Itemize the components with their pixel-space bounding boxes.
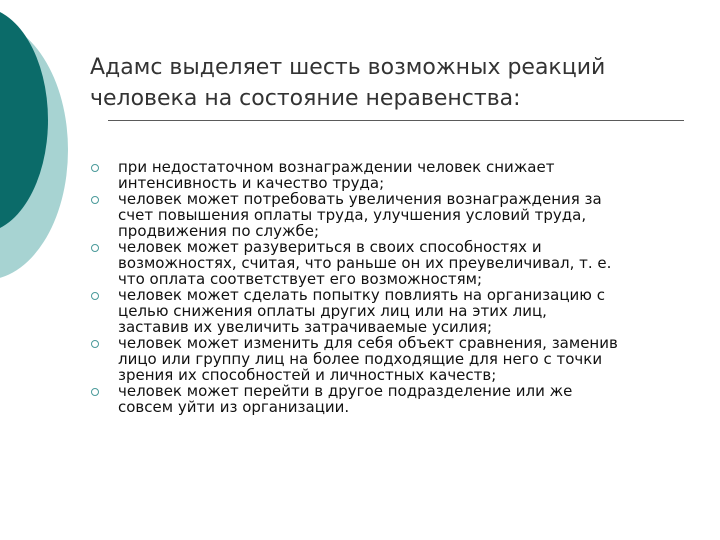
bullet-line: человек может сделать попытку повлиять на организацию с xyxy=(118,286,605,304)
bullet-list xyxy=(90,159,690,415)
hollow-circle-bullet-icon xyxy=(91,244,99,252)
bullet-item xyxy=(90,335,690,383)
bullet-text xyxy=(118,287,690,335)
hollow-circle-bullet-icon xyxy=(91,388,99,396)
bullet-item xyxy=(90,239,690,287)
bullet-item xyxy=(90,383,690,415)
bullet-line: человек может перейти в другое подразделение или же xyxy=(118,382,573,400)
bullet-line: совсем уйти из организации. xyxy=(118,398,350,416)
hollow-circle-bullet-icon xyxy=(91,164,99,172)
bullet-line: зрения их способностей и личностных качеств; xyxy=(118,366,497,384)
bullet-line: человек может разувериться в своих способностях и xyxy=(118,238,542,256)
bullet-line: возможностях, считая, что раньше он их преувеличивал, т. е. xyxy=(118,254,612,272)
bullet-line: что оплата соответствует его возможностям; xyxy=(118,270,483,288)
bullet-text xyxy=(118,335,690,383)
bullet-text xyxy=(118,191,690,239)
bullet-line: счет повышения оплаты труда, улучшения условий труда, xyxy=(118,206,587,224)
slide-title-line: Адамс выделяет шесть возможных реакций xyxy=(90,55,606,80)
bullet-text xyxy=(118,383,690,415)
bullet-line: при недостаточном вознаграждении человек снижает xyxy=(118,158,555,176)
bullet-item xyxy=(90,191,690,239)
title-underline xyxy=(108,120,684,121)
slide-title-line: человека на состояние неравенства: xyxy=(90,86,521,111)
bullet-line: заставив их увеличить затрачиваемые усилия; xyxy=(118,318,493,336)
decorative-circles xyxy=(0,0,80,290)
hollow-circle-bullet-icon xyxy=(91,340,99,348)
bullet-line: продвижения по службе; xyxy=(118,222,320,240)
bullet-line: человек может изменить для себя объект сравнения, заменив xyxy=(118,334,618,352)
bullet-line: человек может потребовать увеличения вознаграждения за xyxy=(118,190,602,208)
bullet-text xyxy=(118,159,690,191)
bullet-line: интенсивность и качество труда; xyxy=(118,174,385,192)
hollow-circle-bullet-icon xyxy=(91,292,99,300)
bullet-item xyxy=(90,159,690,191)
bullet-line: целью снижения оплаты других лиц или на этих лиц, xyxy=(118,302,547,320)
bullet-item xyxy=(90,287,690,335)
bullet-text xyxy=(118,239,690,287)
slide-title xyxy=(90,52,690,114)
bullet-line: лицо или группу лиц на более подходящие для него с точки xyxy=(118,350,603,368)
hollow-circle-bullet-icon xyxy=(91,196,99,204)
